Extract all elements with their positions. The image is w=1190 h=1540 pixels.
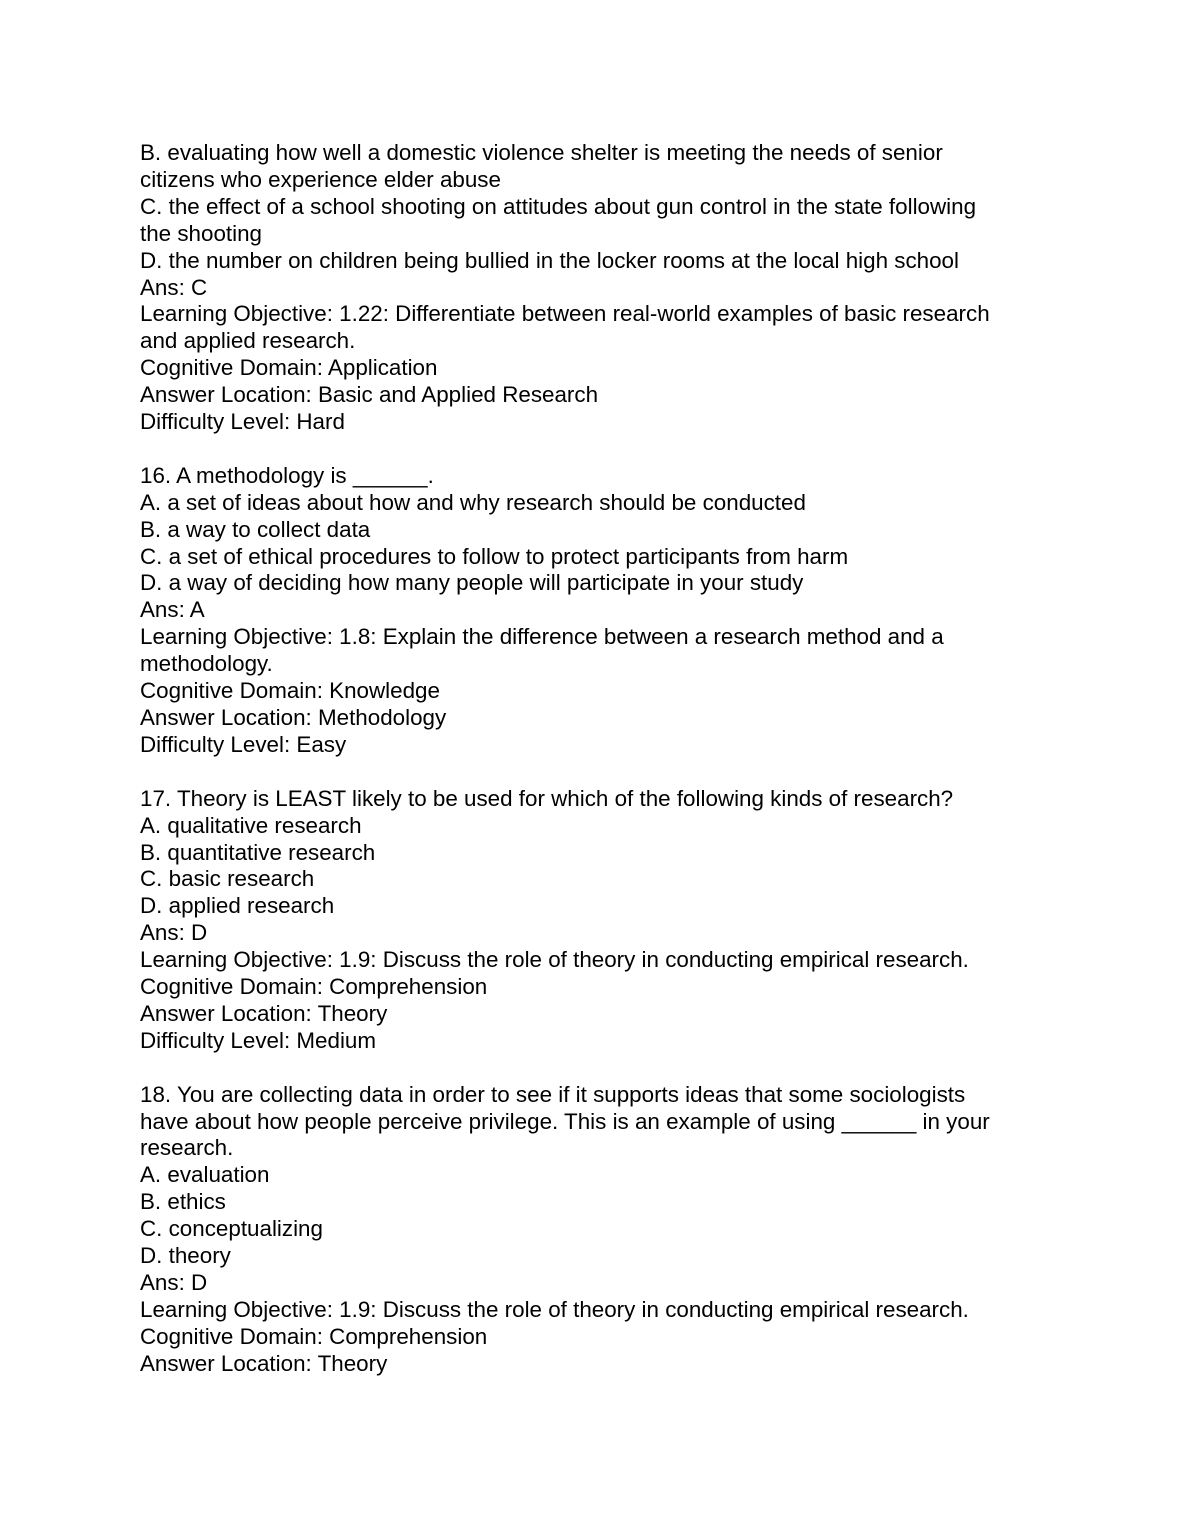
difficulty-level: Difficulty Level: Hard: [140, 409, 345, 435]
option-d: D. theory: [140, 1243, 231, 1269]
option-d: D. a way of deciding how many people will participate in your study: [140, 570, 804, 596]
answer-location: Answer Location: Theory: [140, 1350, 388, 1376]
question-18: [140, 1082, 1040, 1378]
option-c: C. basic research: [140, 866, 315, 892]
cognitive-domain: Cognitive Domain: Comprehension: [140, 974, 488, 1000]
answer-location: Answer Location: Methodology: [140, 705, 447, 731]
learning-objective-cont: methodology.: [140, 651, 273, 677]
cognitive-domain: Cognitive Domain: Application: [140, 355, 438, 381]
option-c: C. a set of ethical procedures to follow to protect participants from harm: [140, 543, 849, 569]
learning-objective-cont: and applied research.: [140, 328, 356, 354]
question-stem: 17. Theory is LEAST likely to be used for which of the following kinds of research?: [140, 785, 954, 811]
spacer: [140, 1055, 1040, 1082]
option-b: B. ethics: [140, 1189, 226, 1215]
learning-objective: Learning Objective: 1.22: Differentiate between real-world examples of basic research: [140, 301, 990, 327]
cognitive-domain: Cognitive Domain: Knowledge: [140, 678, 440, 704]
question-16: [140, 463, 1040, 759]
option-b: B. evaluating how well a domestic violence shelter is meeting the needs of senior: [140, 140, 943, 165]
spacer: [140, 759, 1040, 786]
option-b-cont: citizens who experience elder abuse: [140, 166, 501, 192]
option-c: C. the effect of a school shooting on attitudes about gun control in the state following: [140, 193, 977, 219]
option-c-cont: the shooting: [140, 220, 263, 246]
question-stem-cont: research.: [140, 1135, 234, 1161]
answer: Ans: D: [140, 920, 208, 946]
option-c: C. conceptualizing: [140, 1216, 323, 1242]
learning-objective: Learning Objective: 1.9: Discuss the role of theory in conducting empirical research.: [140, 947, 969, 973]
option-a: A. a set of ideas about how and why research should be conducted: [140, 489, 806, 515]
difficulty-level: Difficulty Level: Easy: [140, 731, 347, 757]
learning-objective: Learning Objective: 1.8: Explain the difference between a research method and a: [140, 624, 944, 650]
answer-location: Answer Location: Theory: [140, 1000, 388, 1026]
option-a: A. evaluation: [140, 1162, 270, 1188]
question-stem-cont: have about how people perceive privilege. This is an example of using ______ in your: [140, 1108, 990, 1134]
difficulty-level: Difficulty Level: Medium: [140, 1027, 377, 1053]
option-b: B. quantitative research: [140, 839, 376, 865]
document-page: [140, 140, 1040, 1378]
cognitive-domain: Cognitive Domain: Comprehension: [140, 1323, 488, 1349]
question-17: [140, 786, 1040, 1055]
option-a: A. qualitative research: [140, 812, 362, 838]
answer: Ans: A: [140, 597, 205, 623]
question-15-continued: [140, 140, 1040, 436]
answer: Ans: D: [140, 1270, 208, 1296]
question-stem: 18. You are collecting data in order to see if it supports ideas that some sociologists: [140, 1081, 966, 1107]
question-stem: 16. A methodology is ______.: [140, 462, 434, 488]
learning-objective: Learning Objective: 1.9: Discuss the role of theory in conducting empirical research.: [140, 1296, 969, 1322]
spacer: [140, 436, 1040, 463]
option-b: B. a way to collect data: [140, 516, 371, 542]
option-d: D. applied research: [140, 893, 335, 919]
answer-location: Answer Location: Basic and Applied Research: [140, 382, 599, 408]
option-d: D. the number on children being bullied in the locker rooms at the local high school: [140, 247, 959, 273]
answer: Ans: C: [140, 274, 208, 300]
